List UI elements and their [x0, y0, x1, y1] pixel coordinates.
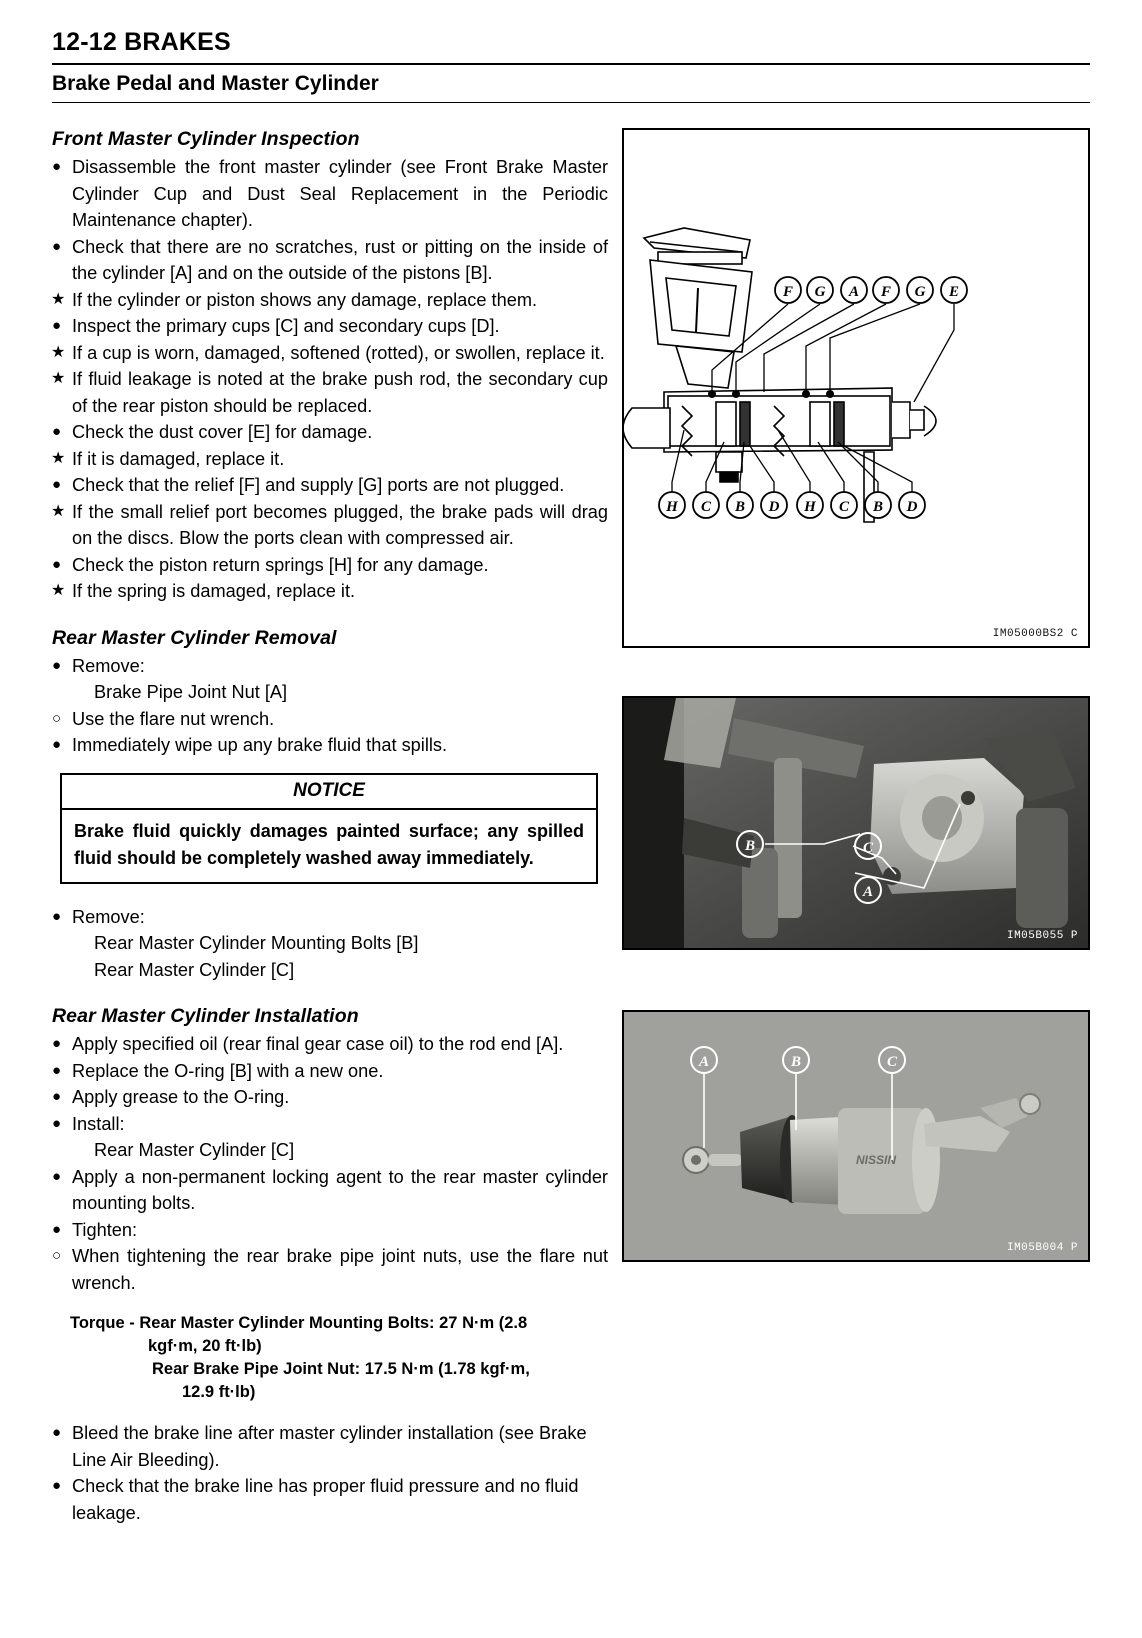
svg-text:C: C: [838, 499, 850, 515]
list-item-text: Apply a non-permanent locking agent to the rear master cylinder mounting bolts.: [72, 1166, 608, 1213]
list-item: [52, 653, 608, 680]
bullet-circle-icon: ○: [52, 1247, 62, 1264]
cutaway-diagram: [624, 130, 1088, 646]
list-item-text: Check that the brake line has proper fluid pressure and no fluid leakage.: [72, 1476, 579, 1523]
bullet-dot-icon: ●: [52, 1220, 62, 1238]
figure-rear-master-cylinder-installed: [622, 696, 1090, 950]
list-item-text: Apply specified oil (rear final gear case oil) to the rod end [A].: [72, 1034, 564, 1054]
subheading-front-master-cylinder-inspection: Front Master Cylinder Inspection: [52, 128, 360, 150]
list-item: [52, 1164, 608, 1217]
list-item-text: Bleed the brake line after master cylinder installation (see Brake Line Air Bleeding).: [72, 1423, 587, 1470]
bullet-dot-icon: ●: [52, 1035, 62, 1052]
subheading-rear-master-cylinder-removal: Rear Master Cylinder Removal: [52, 626, 337, 649]
list-front-master-cylinder-inspection: [52, 154, 608, 605]
figure-front-master-cylinder-cutaway: [622, 128, 1090, 648]
list-remove-bolts: [52, 904, 608, 931]
bullet-circle-icon: ○: [52, 709, 62, 727]
list-item-text: Replace the O-ring [B] with a new one.: [72, 1060, 384, 1081]
list-item-text: Check the piston return springs [H] for any damage.: [72, 554, 489, 575]
svg-text:C: C: [886, 1054, 898, 1070]
bullet-dot-icon: ●: [52, 1167, 62, 1185]
list-item-text: Tighten:: [72, 1219, 138, 1240]
list-item-text: When tightening the rear brake pipe joint nuts, use the flare nut wrench.: [72, 1246, 608, 1293]
list-item-text: Check the dust cover [E] for damage.: [72, 422, 373, 442]
torque-line-3: Rear Brake Pipe Joint Nut: 17.5 N·m (1.78 kgf·m,: [152, 1360, 530, 1378]
list-item: [52, 1420, 608, 1473]
bullet-dot-icon: ●: [52, 1424, 62, 1441]
figure-rear-master-cylinder-part: [622, 1010, 1090, 1262]
svg-text:D: D: [906, 499, 918, 515]
figure-code: IM05B055 P: [1006, 930, 1078, 942]
svg-text:C: C: [700, 499, 712, 515]
header-divider: [52, 63, 1090, 65]
list-item: [52, 419, 608, 446]
bullet-dot-icon: ●: [52, 423, 62, 440]
list-item: [52, 1111, 608, 1138]
list-item-text: Use the flare nut wrench.: [72, 708, 275, 729]
bullet-dot-icon: ●: [52, 1061, 62, 1079]
torque-line-2: kgf·m, 20 ft·lb): [148, 1337, 262, 1355]
bullet-star-icon: ★: [51, 290, 66, 308]
section-divider: [52, 102, 1090, 103]
list-item: [52, 234, 608, 287]
bullet-dot-icon: ●: [52, 555, 62, 573]
list-rear-master-cylinder-installation-cont: [52, 1164, 608, 1297]
page-header: [52, 28, 1090, 103]
list-item: [52, 366, 608, 419]
list-item: [52, 1243, 608, 1296]
list-item: [52, 340, 608, 367]
list-item-text: If the spring is damaged, replace it.: [72, 581, 356, 601]
list-rear-master-cylinder-removal-cont: [52, 706, 608, 759]
bullet-dot-icon: ●: [52, 656, 62, 674]
bullet-dot-icon: ●: [52, 1477, 62, 1494]
notice-heading: NOTICE: [62, 775, 596, 810]
list-item-text: If the small relief port becomes plugged, the brake pads will drag on the discs. Blow the ports clean with compressed air.: [72, 501, 608, 548]
part-photo: [624, 1012, 1088, 1260]
list-subitem: Rear Master Cylinder [C]: [94, 959, 295, 980]
notice-body: Brake fluid quickly damages painted surface; any spilled fluid should be completely washed away immediately.: [74, 820, 584, 868]
svg-text:B: B: [872, 499, 884, 515]
bullet-dot-icon: ●: [52, 1114, 62, 1132]
svg-text:B: B: [734, 499, 746, 515]
list-item: [52, 732, 608, 759]
list-item-text: Remove:: [72, 906, 145, 927]
bullet-dot-icon: ●: [52, 237, 62, 255]
notice-box: [60, 773, 598, 884]
svg-text:A: A: [848, 284, 860, 300]
list-item-text: Disassemble the front master cylinder (see Front Brake Master Cylinder Cup and Dust Seal Replacement in the Periodic Maintenance chapter).: [72, 157, 608, 230]
torque-line-1: Torque - Rear Master Cylinder Mounting Bolts: 27 N·m (2.8: [70, 1314, 528, 1332]
list-item-text: Inspect the primary cups [C] and secondary cups [D].: [72, 316, 500, 336]
list-item: [52, 1217, 608, 1244]
left-text-column: [52, 128, 608, 1526]
bullet-dot-icon: ●: [52, 317, 62, 334]
list-item-text: If a cup is worn, damaged, softened (rotted), or swollen, replace it.: [72, 342, 605, 363]
torque-specification: [52, 1312, 608, 1404]
list-subitem: Rear Master Cylinder [C]: [94, 1140, 295, 1160]
bullet-star-icon: ★: [51, 449, 66, 467]
list-subitem: Brake Pipe Joint Nut [A]: [94, 682, 288, 702]
list-item-text: Install:: [72, 1113, 125, 1134]
list-item: [52, 287, 608, 314]
svg-text:E: E: [948, 284, 960, 300]
list-item-text: If fluid leakage is noted at the brake push rod, the secondary cup of the rear piston should be replaced.: [72, 369, 608, 416]
svg-text:B: B: [744, 838, 756, 854]
svg-text:D: D: [768, 499, 780, 515]
list-item-text: Remove:: [72, 655, 145, 676]
list-item-text: If the cylinder or piston shows any damage, replace them.: [72, 289, 538, 310]
bullet-dot-icon: ●: [52, 158, 62, 175]
svg-text:F: F: [782, 284, 794, 300]
svg-text:H: H: [666, 499, 678, 515]
bullet-star-icon: ★: [51, 370, 66, 387]
svg-text:A: A: [698, 1054, 710, 1070]
list-item-text: Check that the relief [F] and supply [G] ports are not plugged.: [72, 475, 565, 495]
bullet-dot-icon: ●: [52, 476, 62, 493]
figure-code: IM05B004 P: [1006, 1242, 1078, 1254]
bullet-dot-icon: ●: [52, 907, 62, 925]
svg-text:G: G: [814, 284, 826, 300]
svg-text:F: F: [880, 284, 892, 300]
list-item: [52, 578, 608, 605]
list-item: [52, 904, 608, 931]
section-heading: Brake Pedal and Master Cylinder: [52, 72, 379, 95]
list-bleed-check: [52, 1420, 608, 1526]
bullet-star-icon: ★: [51, 502, 66, 520]
list-item: [52, 706, 608, 733]
list-subitem: Rear Master Cylinder Mounting Bolts [B]: [94, 933, 419, 953]
list-item: [52, 1084, 608, 1111]
list-item-text: If it is damaged, replace it.: [72, 448, 285, 469]
list-item-text: Apply grease to the O-ring.: [72, 1087, 290, 1107]
list-item-text: Check that there are no scratches, rust or pitting on the inside of the cylinder [A] and on the outside of the pistons [B].: [72, 236, 608, 283]
bullet-star-icon: ★: [51, 343, 66, 361]
list-item: [52, 1058, 608, 1085]
right-figure-column: [622, 128, 1090, 1262]
bullet-star-icon: ★: [51, 582, 66, 599]
list-item: [52, 154, 608, 234]
svg-text:C: C: [862, 840, 874, 856]
svg-text:H: H: [804, 499, 816, 515]
subheading-rear-master-cylinder-installation: Rear Master Cylinder Installation: [52, 1005, 359, 1027]
list-item: [52, 499, 608, 552]
list-rear-master-cylinder-installation: [52, 1031, 608, 1137]
list-item: [52, 446, 608, 473]
page-title: 12-12 BRAKES: [52, 28, 231, 56]
list-item: [52, 1031, 608, 1058]
list-rear-master-cylinder-removal: [52, 653, 608, 680]
list-item: [52, 472, 608, 499]
list-item-text: Immediately wipe up any brake fluid that spills.: [72, 735, 448, 755]
list-item: [52, 552, 608, 579]
torque-line-4: 12.9 ft·lb): [182, 1383, 256, 1401]
bullet-dot-icon: ●: [52, 736, 62, 753]
svg-text:NISSIN: NISSIN: [855, 1153, 897, 1167]
bullet-dot-icon: ●: [52, 1088, 62, 1105]
list-item: [52, 313, 608, 340]
svg-text:A: A: [862, 884, 874, 900]
svg-text:B: B: [790, 1054, 802, 1070]
svg-text:G: G: [914, 284, 926, 300]
list-item: [52, 1473, 608, 1526]
installed-photo: [624, 698, 1088, 948]
figure-code: IM05000BS2 C: [992, 628, 1078, 640]
